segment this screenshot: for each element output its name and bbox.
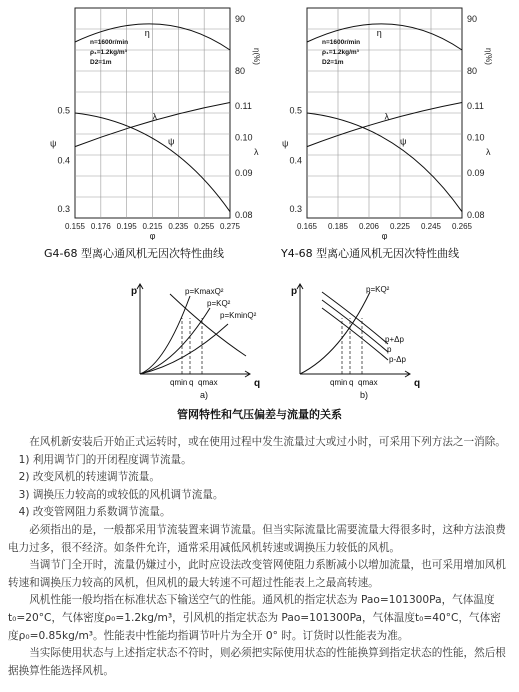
y4-x-tick: 0.245: [420, 222, 442, 231]
section-title: 管网特性和气压偏差与流量的关系: [177, 408, 342, 421]
b-fan-curve-1: [322, 300, 388, 352]
g4-x-tick: 0.176: [90, 222, 111, 231]
figure-a: [131, 284, 260, 400]
g4-left-tick: 0.3: [57, 204, 70, 214]
a-curve-label-2: p=KminQ²: [220, 311, 257, 320]
y4-condition: n=1600r/min: [322, 39, 361, 46]
g4-condition: n=1600r/min: [90, 39, 129, 46]
g4-lambda-tick: 0.08: [235, 210, 253, 220]
y4-left-tick: 0.3: [289, 204, 302, 214]
g4-left-tick: 0.4: [57, 155, 70, 166]
paragraph: 4) 改变管网阻力系数调节流量。: [18, 506, 171, 519]
a-q-label-2: qmax: [198, 378, 218, 387]
g4-eta-tick: 80: [235, 66, 246, 76]
chart-g4-caption: G4-68 型离心通风机无因次特性曲线: [44, 247, 224, 260]
g4-condition: ρ₁=1.2kg/m³: [90, 49, 127, 56]
a-system-curve-0: [140, 296, 190, 374]
g4-x-tick: 0.235: [168, 222, 189, 231]
b-fan-curve-0: [322, 292, 388, 344]
y4-x-tick: 0.265: [451, 222, 473, 231]
a-q-label-1: q: [189, 378, 194, 387]
g4-condition: D2=1m: [90, 59, 112, 66]
b-fan-curve-2: [322, 308, 388, 360]
g4-eta-label: η(%): [252, 48, 261, 65]
g4-psi-curve-label: ψ: [168, 136, 175, 147]
paragraph: 必须指出的是，一般都采用节流装置来调节流量。但当实际流量比需要流量大得很多时，这种方法浪费电力过多，很不经济。如条件允许，通常采用减低风机转速或调换压力较低的风机。: [8, 523, 506, 554]
y4-lambda-curve: [307, 103, 462, 147]
y4-condition: ρ₁=1.2kg/m³: [322, 49, 359, 56]
b-curve-label-0: p=KQ²: [366, 285, 390, 294]
y4-x-tick: 0.185: [327, 222, 349, 231]
chart-g4-68: [50, 8, 261, 240]
figure-b: [291, 284, 420, 400]
y4-eta-curve-label: η: [376, 28, 382, 38]
y4-lambda-tick: 0.11: [467, 100, 484, 111]
paragraph: 3) 调换压力较高的或较低的风机调节流量。: [18, 488, 224, 501]
y4-eta-curve: [307, 24, 462, 50]
y4-lambda-curve-label: λ: [384, 111, 389, 122]
paragraph: 1) 利用调节门的开闭程度调节流量。: [18, 453, 192, 466]
b-x-label: q: [414, 378, 421, 389]
g4-lambda-tick: 0.10: [235, 132, 253, 143]
g4-lambda-tick: 0.11: [235, 100, 252, 111]
chart-y4-caption: Y4-68 型离心通风机无因次特性曲线: [281, 247, 460, 260]
paragraph: 2) 改变风机的转速调节流量。: [18, 471, 160, 484]
a-curve-label-1: p=KQ²: [207, 299, 231, 308]
y4-left-tick: 0.5: [289, 105, 302, 116]
body-text: [8, 434, 511, 680]
g4-left-tick: 0.5: [57, 105, 70, 116]
b-q-label-1: q: [349, 378, 354, 387]
b-y-label: p: [291, 286, 298, 297]
y4-lambda-tick: 0.10: [467, 132, 485, 143]
g4-lambda-curve-label: λ: [152, 111, 157, 122]
y4-left-tick: 0.4: [289, 155, 302, 166]
g4-eta-curve-label: η: [144, 28, 150, 38]
a-x-label: q: [254, 378, 261, 389]
y4-left-label: ψ: [282, 138, 289, 149]
b-system-curve: [300, 292, 370, 374]
b-tag: b): [360, 390, 369, 400]
a-tag: a): [200, 390, 209, 400]
g4-x-tick: 0.215: [142, 222, 163, 231]
b-curve-label-1: p+Δp: [385, 335, 404, 344]
paragraph: 当实际使用状态与上述指定状态不符时，则必须把实际使用状态的性能换算到指定状态的性能，然后根据换算性能选择风机。: [8, 647, 506, 677]
y4-lambda-label: λ: [486, 147, 491, 157]
b-curve-label-2: p: [387, 345, 392, 354]
g4-x-label: φ: [149, 231, 156, 240]
y4-eta-tick: 80: [467, 66, 478, 76]
y4-x-label: φ: [381, 231, 388, 240]
y4-condition: D2=1m: [322, 59, 344, 66]
g4-x-tick: 0.155: [64, 222, 86, 231]
g4-eta-tick: 90: [235, 14, 246, 24]
g4-left-label: ψ: [50, 138, 57, 149]
y4-psi-curve-label: ψ: [400, 136, 407, 147]
y4-x-tick: 0.165: [296, 222, 318, 231]
g4-x-tick: 0.255: [194, 222, 215, 231]
a-curve-label-0: p=KmaxQ²: [185, 287, 224, 296]
a-q-label-0: qmin: [170, 378, 188, 387]
top-charts: [0, 0, 519, 240]
a-y-label: p: [131, 286, 138, 297]
middle-figures: [0, 272, 519, 402]
g4-x-tick: 0.275: [219, 222, 241, 231]
b-q-label-2: qmax: [358, 378, 378, 387]
paragraph: 在风机新安装后开始正式运转时，或在使用过程中发生流量过大或过小时，可采用下列方法之一消除。: [29, 436, 506, 448]
b-curve-label-3: p-Δp: [389, 355, 406, 364]
y4-lambda-tick: 0.08: [467, 210, 485, 220]
y4-x-tick: 0.206: [358, 222, 380, 231]
chart-y4-68: [282, 8, 493, 240]
paragraph: 当调节门全开时，流量仍嫌过小，此时应设法改变管网使阻力系断减小以增加流量，也可采用增加风机转速和调换压力较高的风机，但风机的最大转速不可超过性能表上之最高转速。: [8, 559, 506, 589]
y4-x-tick: 0.225: [389, 222, 411, 231]
y4-eta-tick: 90: [467, 14, 478, 24]
g4-x-tick: 0.195: [116, 222, 137, 231]
y4-eta-label: η(%): [484, 48, 493, 65]
g4-lambda-label: λ: [254, 147, 259, 157]
a-system-curve-2: [140, 324, 228, 374]
g4-lambda-tick: 0.09: [235, 168, 253, 178]
y4-lambda-tick: 0.09: [467, 168, 485, 178]
a-system-curve-1: [140, 308, 210, 374]
b-q-label-0: qmin: [330, 378, 348, 387]
paragraph: 风机性能一般均指在标准状态下输送空气的性能。通风机的指定状态为 Pao=101300Pa，气体温度t₀=20°C，气体密度ρ₀=1.2kg/m³，引风机的指定状态为 Pao=101300Pa，气体温度t₀=40°C，气体密度ρ₀=0.85kg/m³。性能表中性能均指调节叶片为全开 0° 时。订货时以性能表为准。: [8, 594, 501, 642]
